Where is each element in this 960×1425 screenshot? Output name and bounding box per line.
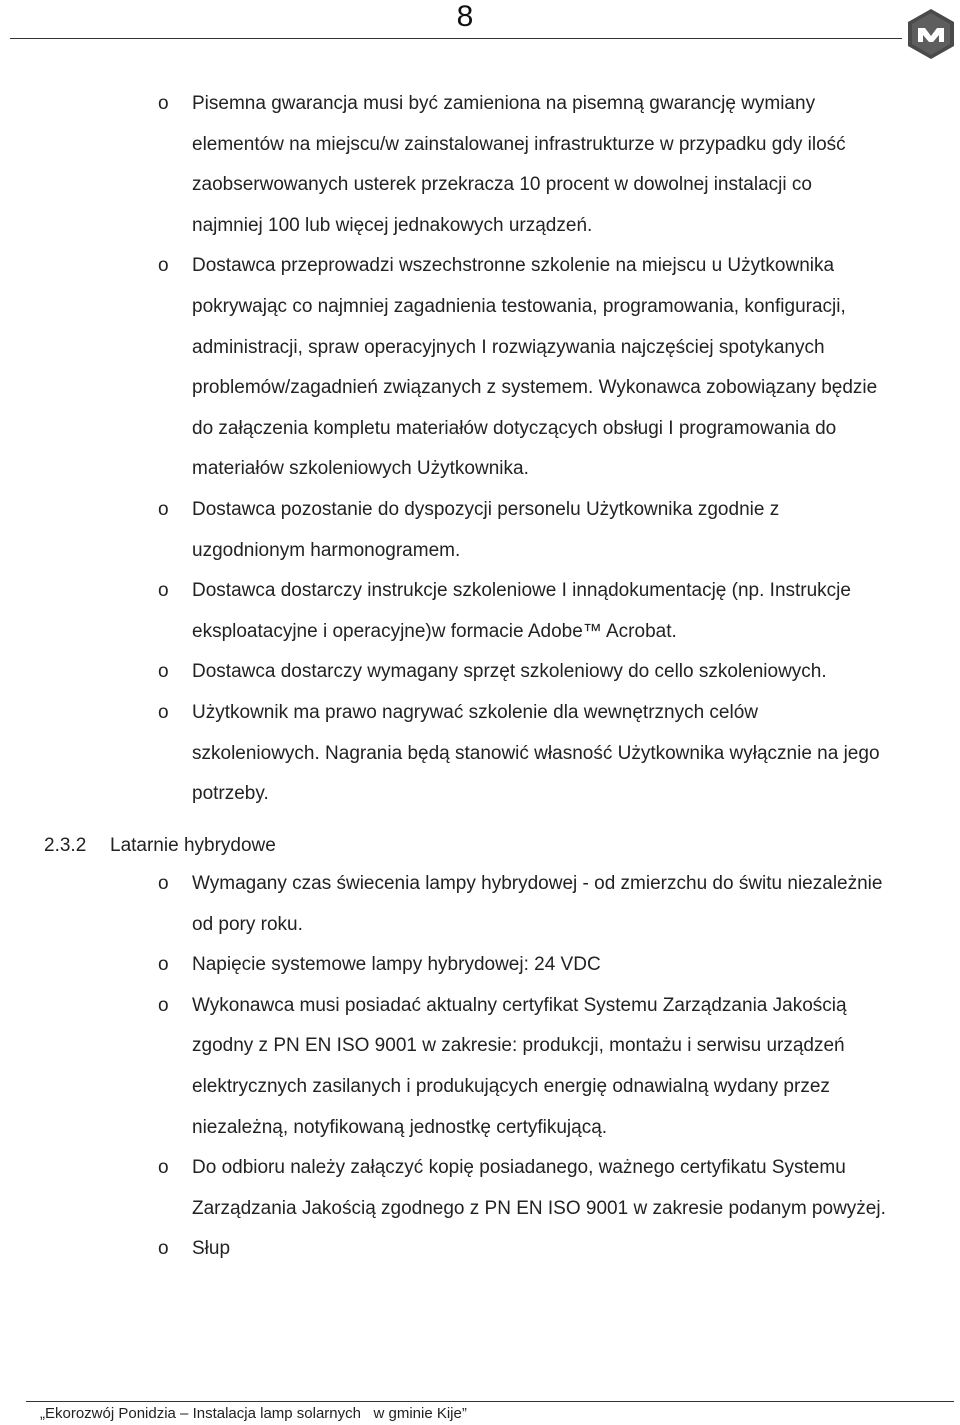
text-line: Dostawca pozostanie do dyspozycji personelu Użytkownika zgodnie z [192,499,780,520]
text-line: elementów na miejscu/w zainstalowanej infrastrukturze w przypadku gdy ilość [192,133,846,155]
bullet-marker: o [158,499,169,520]
bullet-marker: o [158,702,169,723]
section-heading [44,826,276,866]
text-line: administracji, spraw operacyjnych I rozwiązywania najczęściej spotykanych [192,336,825,358]
text-line: potrzeby. [192,783,269,805]
bullet-marker: o [158,994,169,1016]
bullet-marker: o [158,580,169,602]
footer-text: „Ekorozwój Ponidzia – Instalacja lamp solarnych w gminie Kije” [40,1405,467,1422]
text-line: Słup [192,1238,231,1260]
text-line: Do odbioru należy załączyć kopię posiadanego, ważnego certyfikatu Systemu [192,1157,846,1179]
logo-icon [906,8,956,60]
text-line: Dostawca dostarczy wymagany sprzęt szkoleniowy do cello szkoleniowych. [192,661,827,683]
text-line: eksploatacyjne i operacyjne)w formacie Adobe™ Acrobat. [192,620,677,642]
list-item-text [192,490,937,571]
list-item-text [192,986,937,1148]
text-line: do załączenia kompletu materiałów dotyczących obsługi I programowania do [192,417,837,439]
text-line: elektrycznych zasilanych i produkujących energię odnawialną wydany przez [192,1075,830,1097]
text-line: problemów/zagadnień związanych z systemem. Wykonawca zobowiązany będzie [192,377,878,399]
bullet-marker: o [158,1238,169,1260]
text-line: Zarządzania Jakością zgodnego z PN EN ISO 9001 w zakresie podanym powyżej. [192,1197,886,1219]
text-line: od pory roku. [192,913,303,935]
text-line: Dostawca dostarczy instrukcje szkoleniowe I innądokumentację (np. Instrukcje [192,580,851,602]
list-item-text [192,84,937,246]
text-line: niezależną, notyfikowaną jednostkę certyfikującą. [192,1116,608,1138]
bullet-marker: o [158,1157,169,1179]
page-number: 8 [456,0,474,33]
text-line: najmniej 100 lub więcej jednakowych urządzeń. [192,214,593,236]
text-line: Użytkownik ma prawo nagrywać szkolenie dla wewnętrznych celów [192,702,759,723]
list-item-text [192,945,937,986]
list-item-text [192,864,937,945]
footer-rule [26,1401,954,1402]
header-rule [10,38,902,39]
list-item-text [192,246,937,490]
text-line: materiałów szkoleniowych Użytkownika. [192,458,529,480]
list-item-text [192,1148,937,1229]
list-item-text [192,693,937,815]
text-line: Wymagany czas świecenia lampy hybrydowej - od zmierzchu do świtu niezależnie [192,873,883,894]
bullet-marker: o [158,661,169,683]
list-item-text [192,652,937,693]
bullet-marker: o [158,255,169,277]
text-line: szkoleniowych. Nagrania będą stanowić własność Użytkownika wyłącznie na jego [192,742,880,764]
list-item-text [192,571,937,652]
section-number: 2.3.2 [44,835,87,856]
text-line: uzgodnionym harmonogramem. [192,539,461,561]
bullet-marker: o [158,873,169,894]
text-line: Pisemna gwarancja musi być zamieniona na pisemną gwarancję wymiany [192,93,816,114]
text-line: Wykonawca musi posiadać aktualny certyfikat Systemu Zarządzania Jakością [192,994,847,1016]
section-title: Latarnie hybrydowe [110,835,276,856]
text-line: pokrywając co najmniej zagadnienia testowania, programowania, konfiguracji, [192,295,846,317]
list-item-text [192,1229,937,1270]
text-line: zaobserwowanych usterek przekracza 10 procent w dowolnej instalacji co [192,174,812,196]
bullet-marker: o [158,954,169,976]
text-line: Dostawca przeprowadzi wszechstronne szkolenie na miejscu u Użytkownika [192,255,835,277]
text-line: zgodny z PN EN ISO 9001 w zakresie: produkcji, montażu i serwisu urządzeń [192,1035,845,1057]
text-line: Napięcie systemowe lampy hybrydowej: 24 VDC [192,954,601,976]
bullet-marker: o [158,93,169,114]
